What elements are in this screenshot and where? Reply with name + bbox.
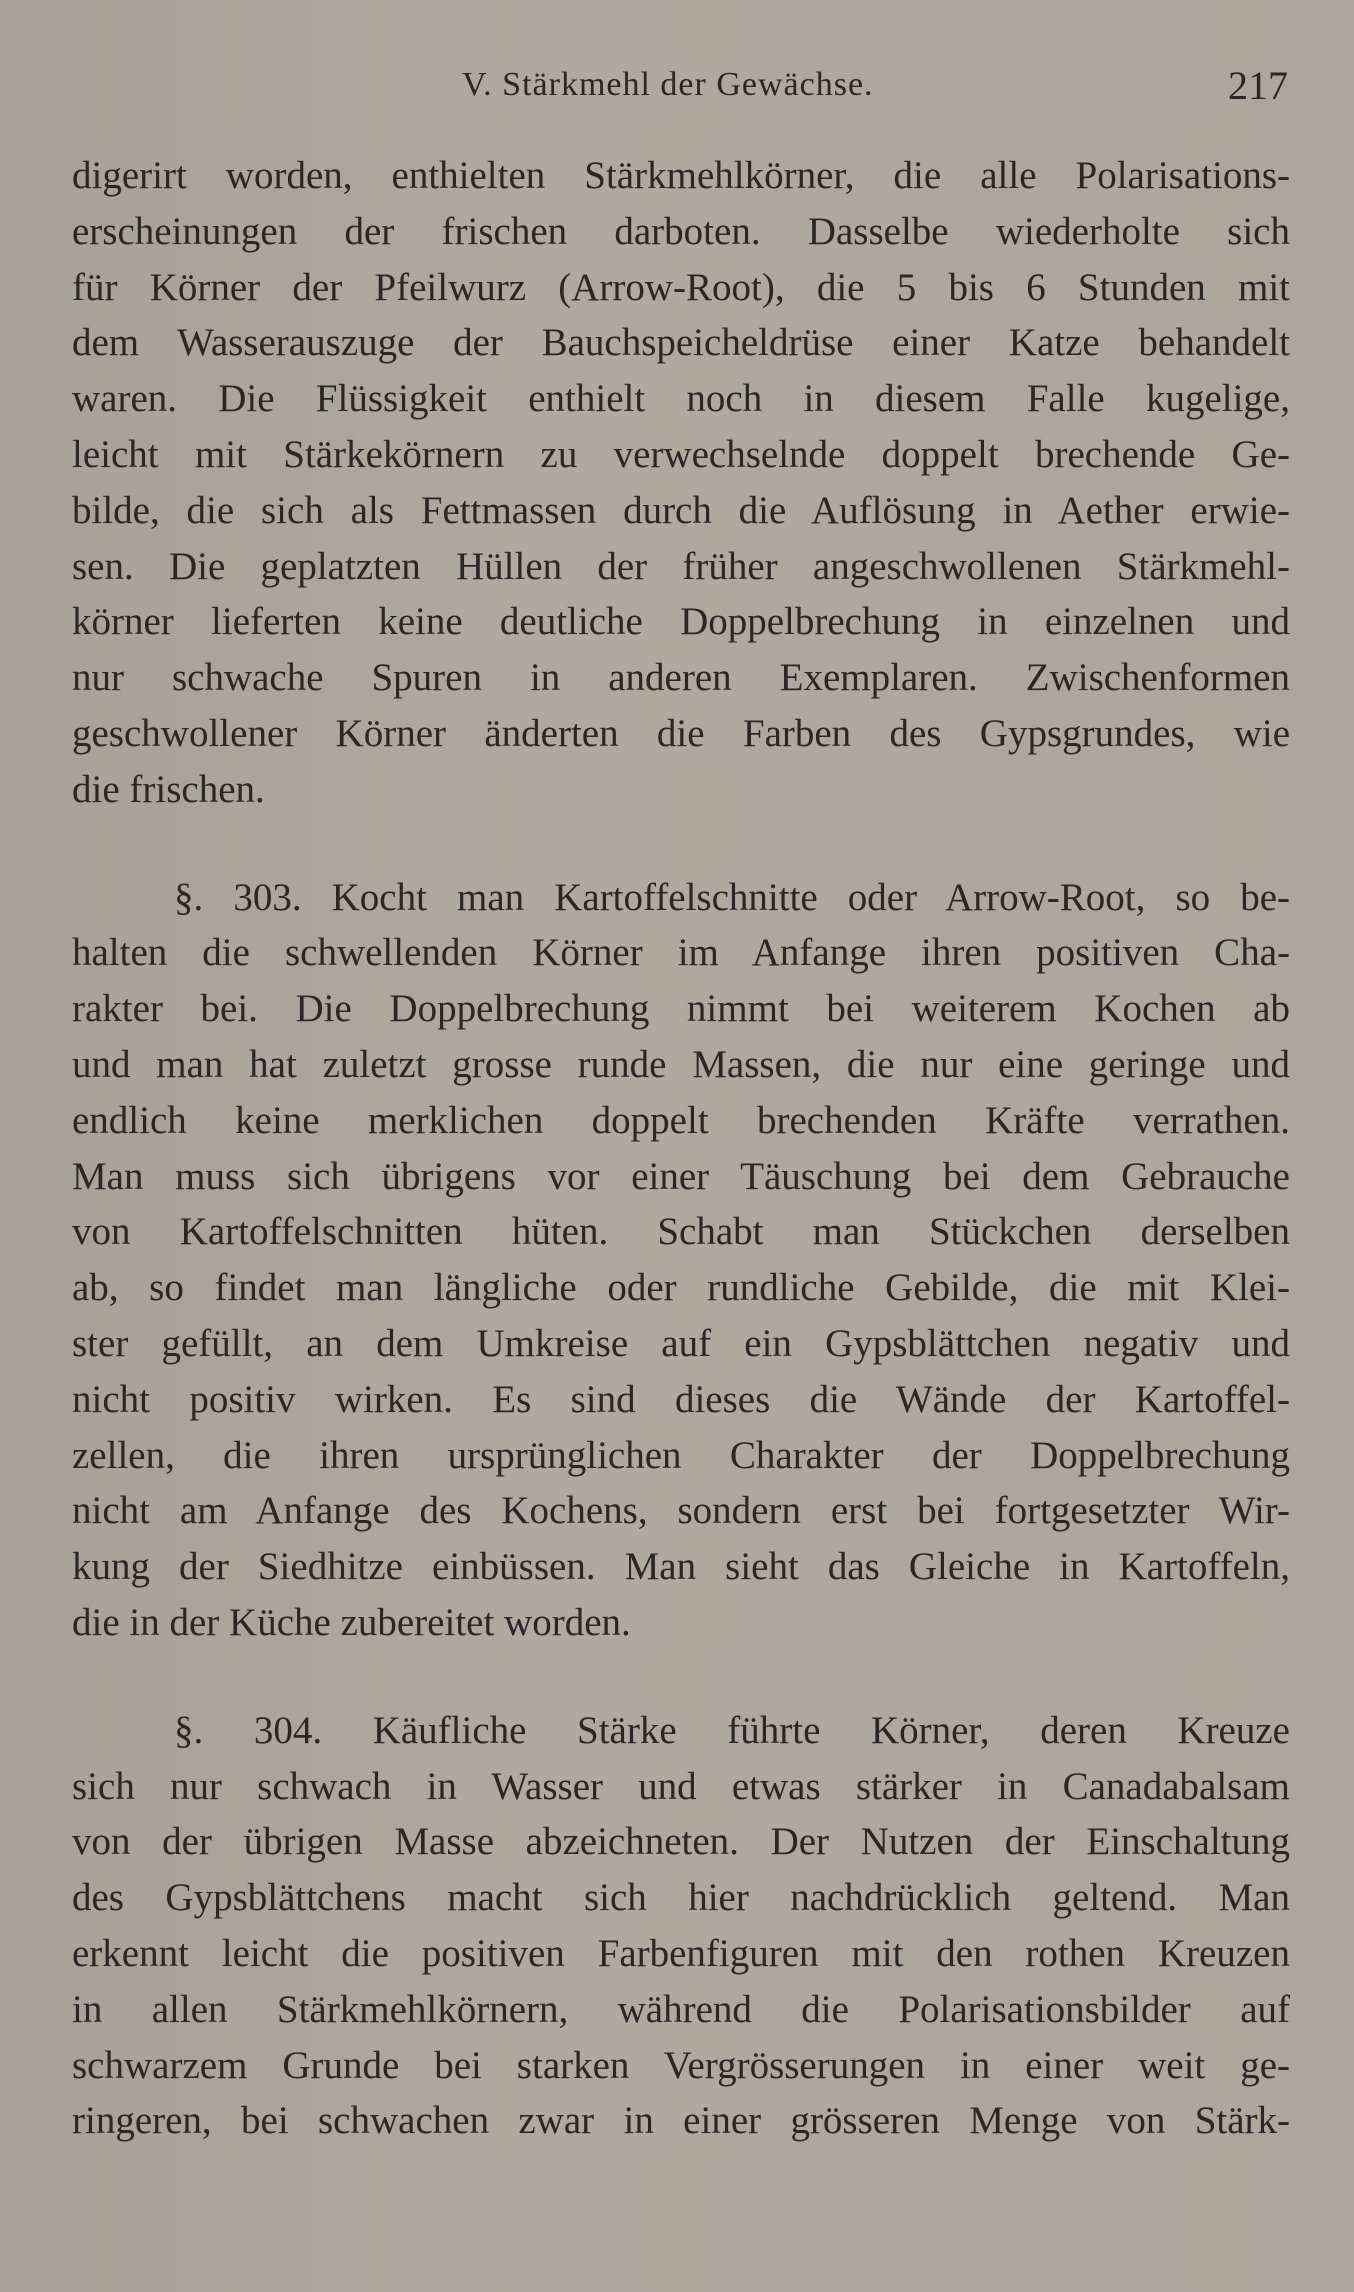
text-line: §. 303. Kocht man Kartoffelschnitte oder Arrow-Root, so be- bbox=[174, 875, 1290, 919]
text-line: für Körner der Pfeilwurz (Arrow-Root), die 5 bis 6 Stunden mit bbox=[72, 265, 1290, 309]
text-line: in allen Stärkmehlkörnern, während die Polarisationsbilder auf bbox=[72, 1987, 1290, 2031]
text-line: nicht am Anfange des Kochens, sondern erst bei fortgesetzter Wir- bbox=[72, 1489, 1290, 1533]
text-line: schwarzem Grunde bei starken Vergrösserungen in einer weit ge- bbox=[72, 2043, 1290, 2087]
text-line: leicht mit Stärkekörnern zu verwechselnde doppelt brechende Ge- bbox=[72, 432, 1290, 476]
paragraph-1 bbox=[72, 148, 1290, 818]
text-line: die in der Küche zubereitet worden. bbox=[72, 1600, 631, 1644]
text-line: von Kartoffelschnitten hüten. Schabt man Stückchen derselben bbox=[72, 1210, 1290, 1254]
paragraph-gap bbox=[72, 818, 1290, 870]
text-line: des Gypsblättchens macht sich hier nachdrücklich geltend. Man bbox=[72, 1876, 1290, 1920]
text-line: nur schwache Spuren in anderen Exemplaren. Zwischenformen bbox=[72, 656, 1290, 700]
text-line: waren. Die Flüssigkeit enthielt noch in diesem Falle kugelige, bbox=[72, 377, 1290, 421]
text-line: sich nur schwach in Wasser und etwas stärker in Canadabalsam bbox=[72, 1764, 1290, 1808]
body-text bbox=[72, 148, 1290, 2149]
paragraph-2 bbox=[72, 870, 1290, 1651]
running-head bbox=[72, 62, 1288, 112]
text-line: ab, so findet man längliche oder rundliche Gebilde, die mit Klei- bbox=[72, 1266, 1290, 1310]
text-line: von der übrigen Masse abzeichneten. Der Nutzen der Einschaltung bbox=[72, 1820, 1290, 1864]
text-line: rakter bei. Die Doppelbrechung nimmt bei weiterem Kochen ab bbox=[72, 987, 1290, 1031]
paragraph-gap bbox=[72, 1651, 1290, 1703]
text-line: erscheinungen der frischen darboten. Dasselbe wiederholte sich bbox=[72, 209, 1290, 253]
text-line: halten die schwellenden Körner im Anfange ihren positiven Cha- bbox=[72, 931, 1290, 975]
paragraph-3 bbox=[72, 1703, 1290, 2149]
text-line: §. 304. Käufliche Stärke führte Körner, deren Kreuze bbox=[174, 1708, 1290, 1752]
text-line: ringeren, bei schwachen zwar in einer grösseren Menge von Stärk- bbox=[72, 2099, 1290, 2143]
text-line: Man muss sich übrigens vor einer Täuschung bei dem Gebrauche bbox=[72, 1154, 1290, 1198]
text-line: bilde, die sich als Fettmassen durch die Auflösung in Aether erwie- bbox=[72, 488, 1290, 532]
text-line: erkennt leicht die positiven Farbenfiguren mit den rothen Kreuzen bbox=[72, 1931, 1290, 1975]
text-line: die frischen. bbox=[72, 767, 265, 811]
text-line: geschwollener Körner änderten die Farben des Gypsgrundes, wie bbox=[72, 711, 1290, 755]
text-line: endlich keine merklichen doppelt brechenden Kräfte verrathen. bbox=[72, 1098, 1290, 1142]
page-number: 217 bbox=[1228, 63, 1288, 108]
text-line: ster gefüllt, an dem Umkreise auf ein Gypsblättchen negativ und bbox=[72, 1321, 1290, 1365]
text-line: körner lieferten keine deutliche Doppelbrechung in einzelnen und bbox=[72, 600, 1290, 644]
text-line: sen. Die geplatzten Hüllen der früher angeschwollenen Stärkmehl- bbox=[72, 544, 1290, 588]
text-line: und man hat zuletzt grosse runde Massen, die nur eine geringe und bbox=[72, 1042, 1290, 1086]
text-line: kung der Siedhitze einbüssen. Man sieht das Gleiche in Kartoffeln, bbox=[72, 1545, 1290, 1589]
running-title: V. Stärkmehl der Gewächse. bbox=[462, 66, 874, 103]
text-line: digerirt worden, enthielten Stärkmehlkörner, die alle Polarisations- bbox=[72, 154, 1290, 197]
text-line: zellen, die ihren ursprünglichen Charakter der Doppelbrechung bbox=[72, 1433, 1290, 1477]
text-line: nicht positiv wirken. Es sind dieses die Wände der Kartoffel- bbox=[72, 1377, 1290, 1421]
text-line: dem Wasserauszuge der Bauchspeicheldrüse einer Katze behandelt bbox=[72, 321, 1290, 365]
